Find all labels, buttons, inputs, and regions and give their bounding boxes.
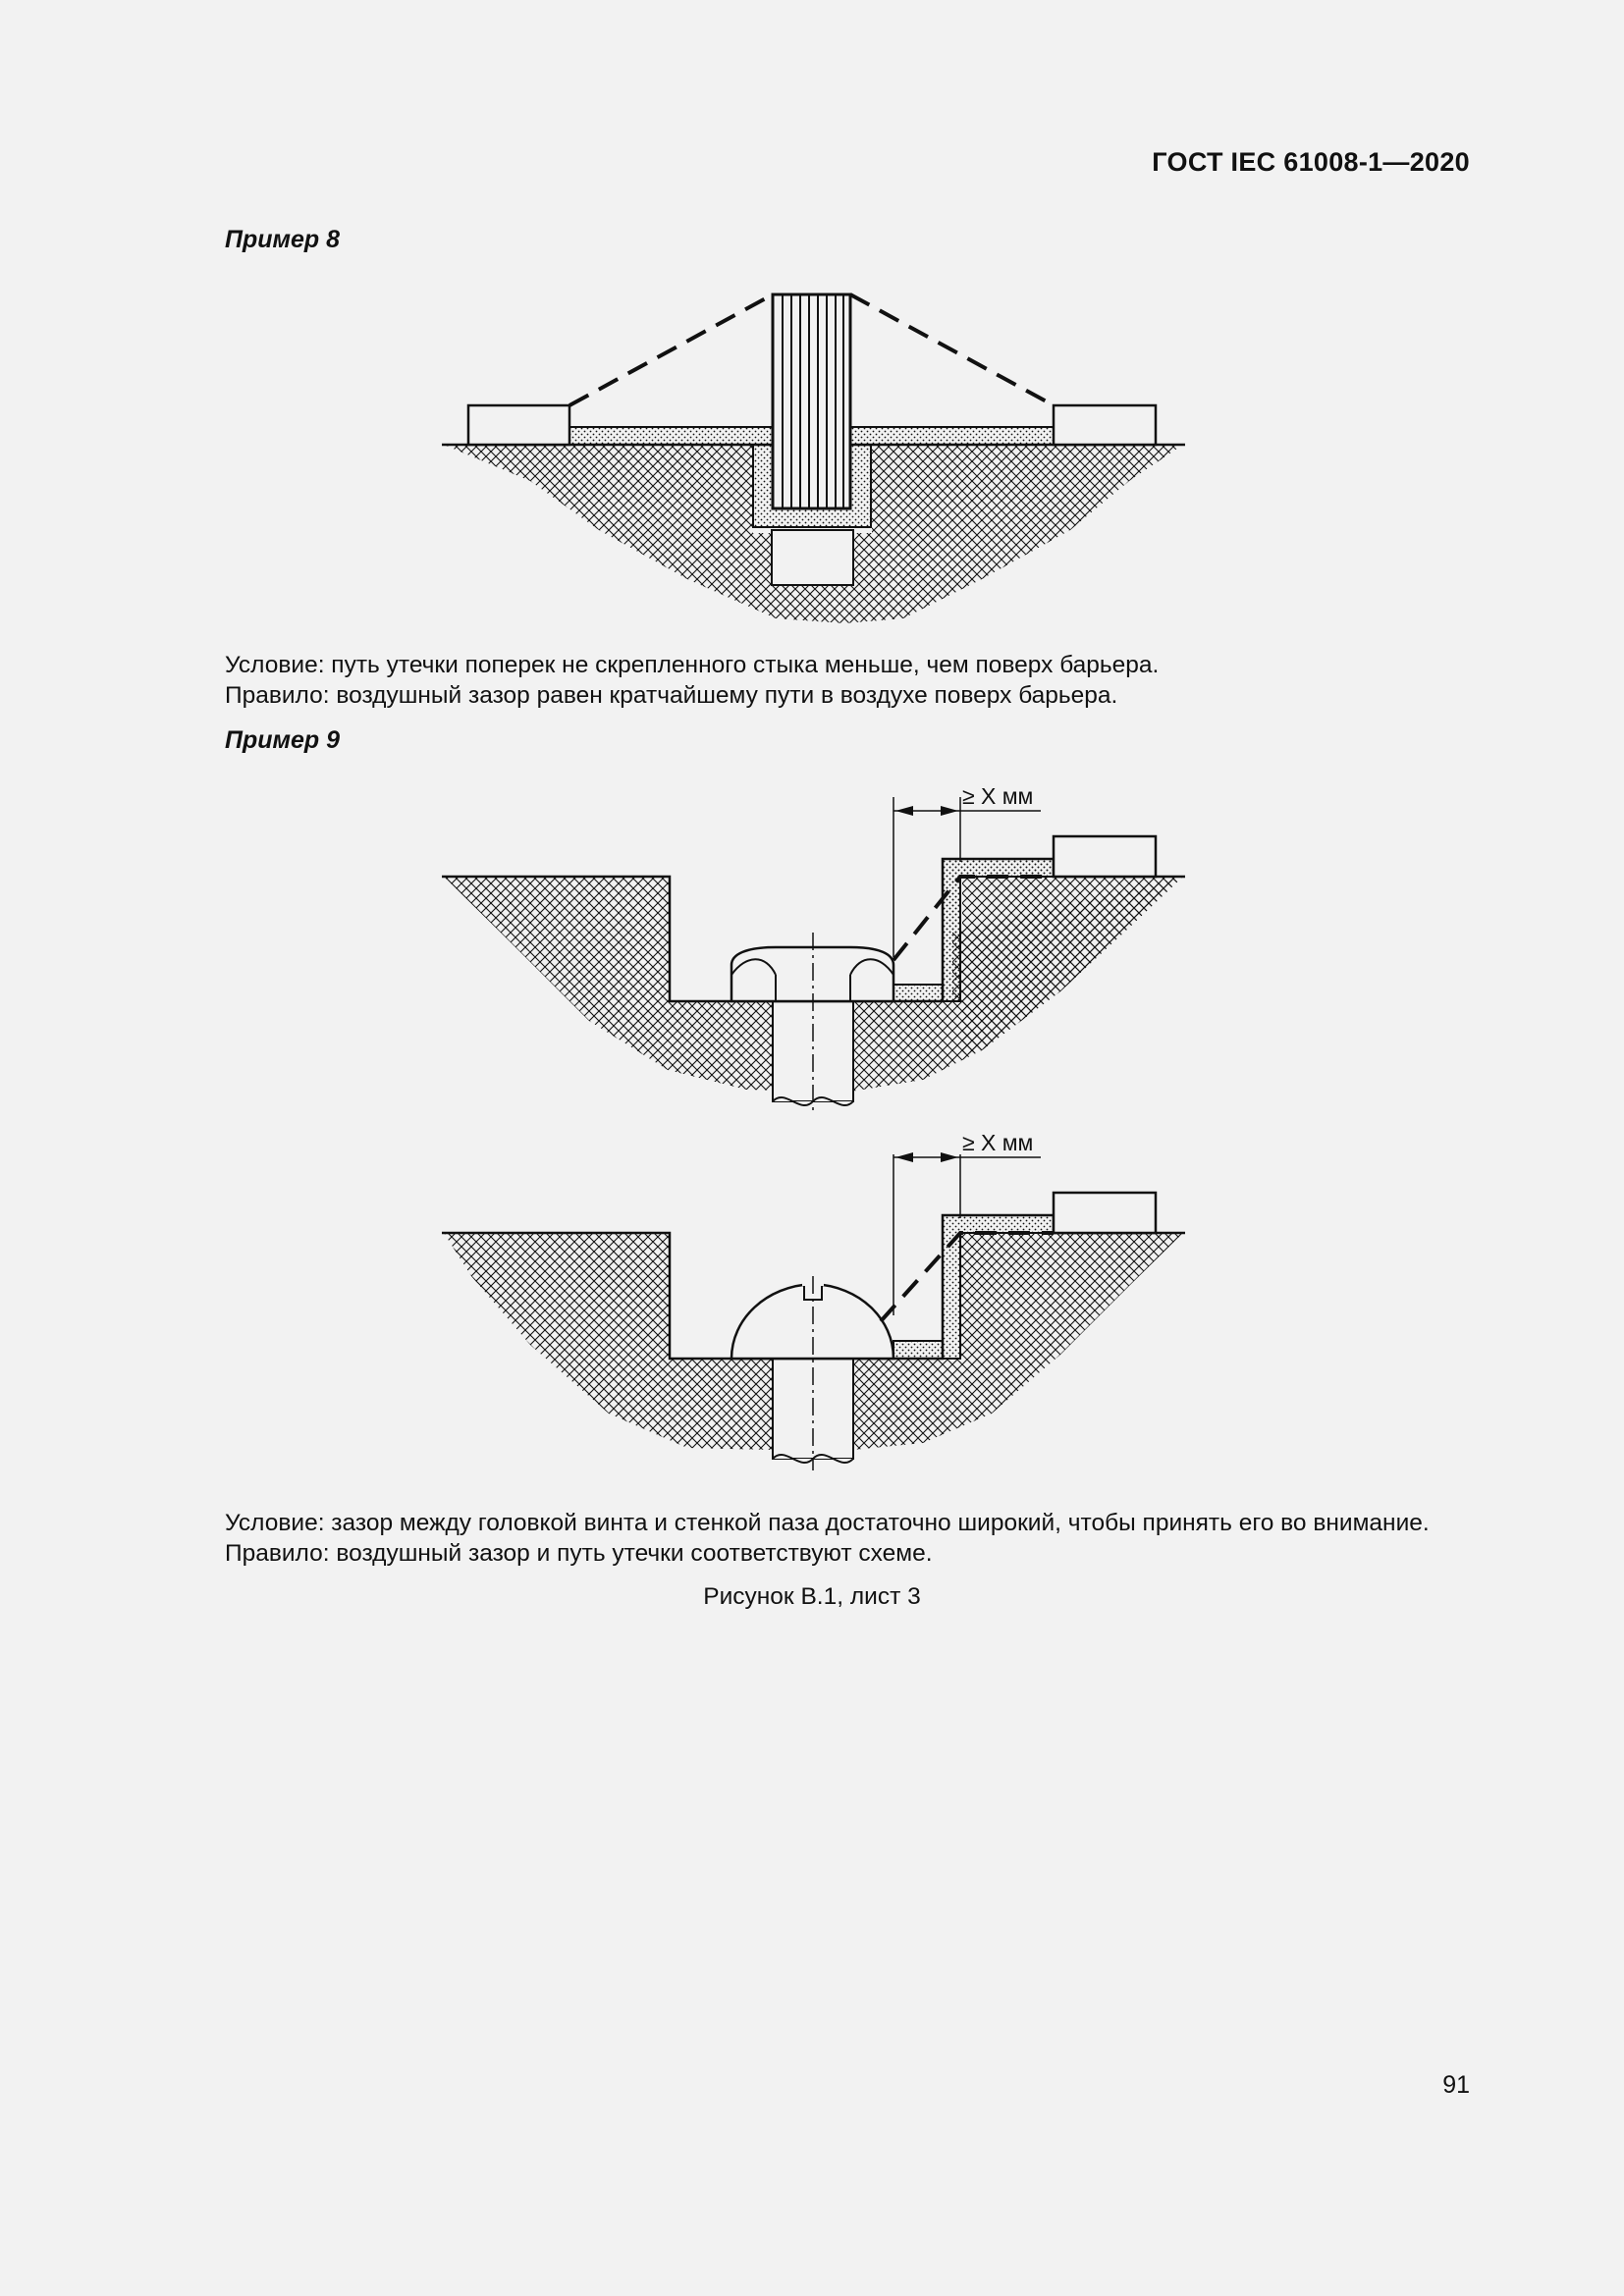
figure-caption: Рисунок В.1, лист 3 bbox=[703, 1583, 921, 1610]
example-9-title: Пример 9 bbox=[225, 726, 341, 754]
example-8-title: Пример 8 bbox=[225, 226, 341, 253]
example-9-rule: Правило: воздушный зазор и путь утечки соответствуют схеме. bbox=[225, 1540, 933, 1567]
dimension-label-top: ≥ X мм bbox=[962, 783, 1034, 809]
page-number: 91 bbox=[1442, 2071, 1470, 2099]
example-8-condition: Условие: путь утечки поперек не скрепленного стыка меньше, чем поверх барьера. bbox=[225, 652, 1160, 678]
dimension-label-bottom: ≥ X мм bbox=[962, 1130, 1034, 1155]
example-9-condition: Условие: зазор между головкой винта и стенкой паза достаточно широкий, чтобы принять его во внимание. bbox=[225, 1510, 1430, 1536]
example-8-rule: Правило: воздушный зазор равен кратчайшему пути в воздухе поверх барьера. bbox=[225, 682, 1118, 709]
document-header: ГОСТ IEC 61008-1—2020 bbox=[1152, 147, 1470, 177]
